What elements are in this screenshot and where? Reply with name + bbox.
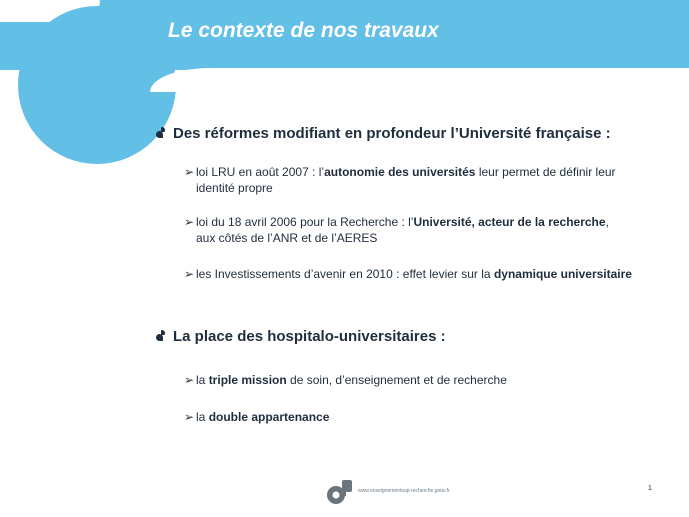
item-text: ,	[605, 215, 609, 229]
ministry-logo-icon	[326, 478, 354, 506]
list-item-loi-recherche	[184, 214, 609, 246]
list-item-triple-mission	[184, 372, 507, 388]
banner-curve	[150, 68, 689, 92]
item-text: leur permet de définir leur	[475, 165, 616, 179]
item-text: loi du 18 avril 2006 pour la Recherche : l’	[196, 215, 414, 229]
item-text: de soin, d’enseignement et de recherche	[286, 373, 507, 387]
item-text-continued: identité propre	[196, 181, 273, 195]
item-text: la	[196, 410, 209, 424]
brand-bullet-icon	[156, 330, 166, 342]
arrow-bullet-icon: ➢	[184, 267, 195, 281]
item-text: loi LRU en août 2007 : l’	[196, 165, 325, 179]
section-heading-label: Des réformes modifiant en profondeur l’Université française :	[173, 125, 611, 142]
section-heading-label: La place des hospitalo-universitaires :	[173, 328, 446, 345]
list-item-investissements	[184, 266, 632, 282]
item-emphasis: Université, acteur de la recherche	[413, 215, 606, 229]
item-emphasis: autonomie des universités	[324, 165, 476, 179]
item-text-continued: aux côtés de l’ANR et de l’AERES	[196, 231, 378, 245]
list-item-lru	[184, 164, 616, 196]
arrow-bullet-icon: ➢	[184, 410, 195, 424]
arrow-bullet-icon: ➢	[184, 373, 195, 387]
footer-url: www.enseignementsup-recherche.gouv.fr	[358, 488, 450, 494]
section-heading-reforms	[156, 125, 611, 142]
item-emphasis: triple mission	[208, 373, 287, 387]
arrow-bullet-icon: ➢	[184, 165, 195, 179]
item-text: la	[196, 373, 209, 387]
section-heading-hospitalo	[156, 328, 446, 345]
item-text: les Investissements d’avenir en 2010 : effet levier sur la	[196, 267, 494, 281]
item-emphasis: double appartenance	[208, 410, 330, 424]
arrow-bullet-icon: ➢	[184, 215, 195, 229]
page-number: 1	[648, 485, 652, 492]
slide-title: Le contexte de nos travaux	[168, 19, 439, 42]
item-emphasis: dynamique universitaire	[493, 267, 632, 281]
brand-bullet-icon	[156, 127, 166, 139]
list-item-double-appartenance	[184, 409, 329, 425]
